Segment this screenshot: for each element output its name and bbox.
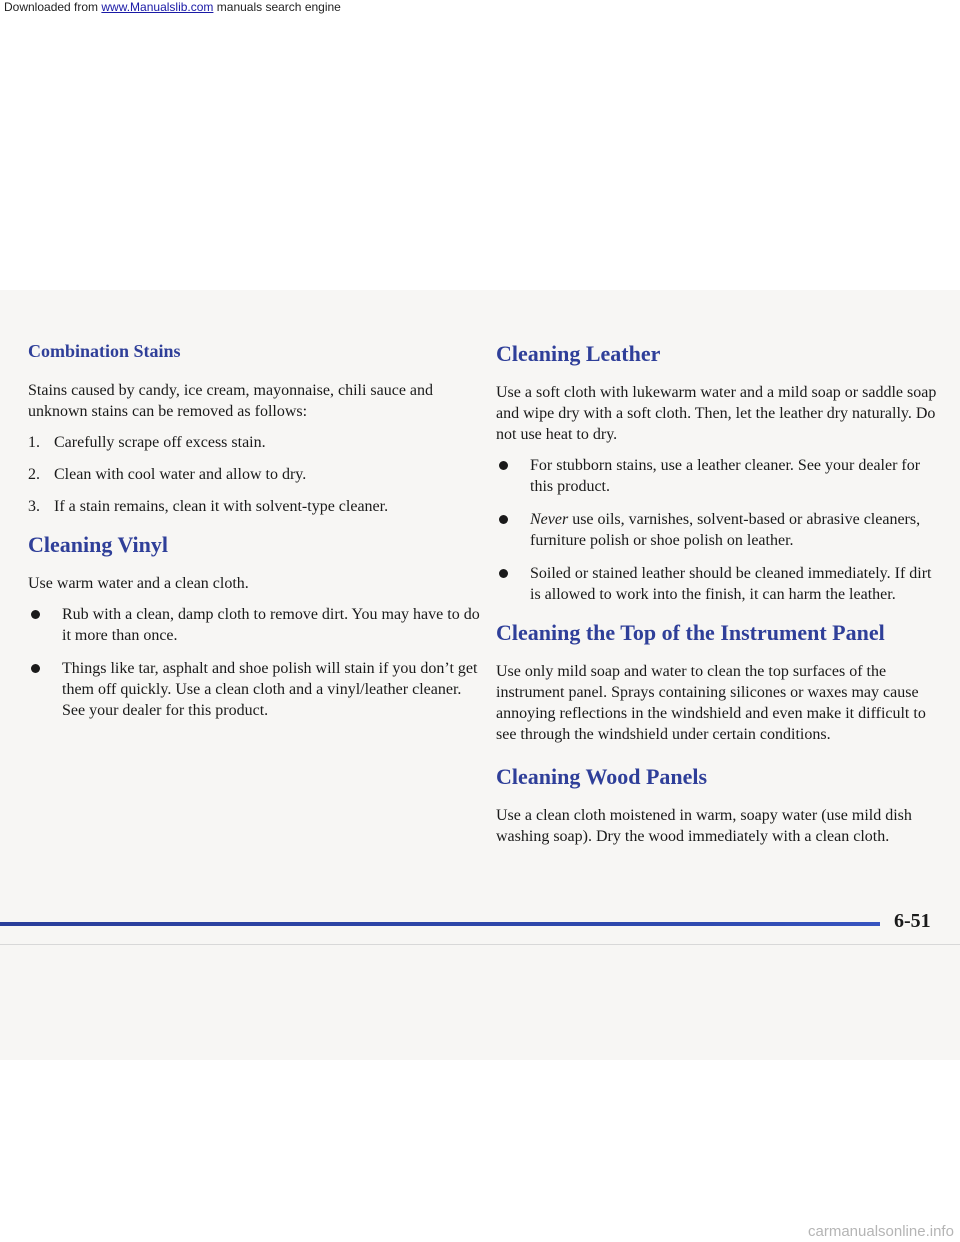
step-number: 2.: [28, 466, 40, 483]
list-item: [28, 604, 488, 646]
vinyl-intro: Use warm water and a clean cloth.: [28, 575, 249, 592]
instrument-panel-text: Use only mild soap and water to clean the top surfaces of the instrument panel. Sprays containing silicones or waxes may cause annoying reflections in the windshield and even make it difficult to see through the windshield under certain conditions.: [496, 663, 926, 743]
list-item: [28, 658, 488, 721]
footer-rule: [0, 922, 880, 926]
bullet-text: For stubborn stains, use a leather cleaner. See your dealer for this product.: [530, 457, 921, 495]
leather-intro: Use a soft cloth with lukewarm water and a mild soap or saddle soap and wipe dry with a soft cloth. Then, let the leather dry naturally. Do not use heat to dry.: [496, 384, 937, 443]
bullet-text: Rub with a clean, damp cloth to remove dirt. You may have to do it more than once.: [62, 606, 480, 644]
list-item: [28, 496, 488, 517]
bullet-icon: [31, 610, 40, 619]
step-text: Clean with cool water and allow to dry.: [54, 466, 307, 483]
bullet-icon: [499, 569, 508, 578]
leather-bullet-list: [496, 455, 942, 605]
step-number: 3.: [28, 498, 40, 515]
wood-panels-text: Use a clean cloth moistened in warm, soapy water (use mild dish washing soap). Dry the wood immediately with a clean cloth.: [496, 807, 912, 845]
list-item: [496, 509, 942, 551]
cleaning-leather-heading: Cleaning Leather: [496, 341, 661, 366]
watermark-text: carmanualsonline.info: [808, 1223, 954, 1240]
never-emphasis: Never: [530, 511, 569, 528]
combination-steps-list: [28, 432, 488, 517]
manualslib-link[interactable]: www.Manualslib.com: [101, 0, 214, 14]
bullet-text: Things like tar, asphalt and shoe polish will stain if you don’t get them off quickly. Use a clean cloth and a vinyl/leather cleaner. See your dealer for this product.: [62, 660, 478, 719]
bullet-icon: [499, 515, 508, 524]
bullet-icon: [499, 461, 508, 470]
list-item: [496, 563, 942, 605]
footer-thin-rule: [0, 944, 960, 945]
combination-intro: Stains caused by candy, ice cream, mayonnaise, chili sauce and unknown stains can be removed as follows:: [28, 382, 434, 420]
list-item: [28, 464, 488, 485]
left-column: [28, 340, 488, 735]
bullet-icon: [31, 664, 40, 673]
step-text: If a stain remains, clean it with solvent-type cleaner.: [54, 498, 389, 515]
instrument-panel-heading: Cleaning the Top of the Instrument Panel: [496, 620, 885, 645]
cleaning-vinyl-heading: Cleaning Vinyl: [28, 532, 168, 557]
source-prefix: Downloaded from: [4, 0, 102, 14]
right-column: [496, 340, 942, 857]
source-suffix: manuals search engine: [213, 0, 341, 14]
list-item: [496, 455, 942, 497]
step-number: 1.: [28, 434, 40, 451]
step-text: Carefully scrape off excess stain.: [54, 434, 266, 451]
combination-stains-heading: Combination Stains: [28, 341, 181, 361]
list-item: [28, 432, 488, 453]
vinyl-bullet-list: [28, 604, 488, 721]
page-number: 6-51: [894, 910, 931, 932]
bullet-text: use oils, varnishes, solvent-based or abrasive cleaners, furniture polish or shoe polish on leather.: [530, 511, 921, 549]
bullet-text: Soiled or stained leather should be cleaned immediately. If dirt is allowed to work into the finish, it can harm the leather.: [530, 565, 932, 603]
wood-panels-heading: Cleaning Wood Panels: [496, 764, 708, 789]
download-source-line: [4, 0, 341, 14]
